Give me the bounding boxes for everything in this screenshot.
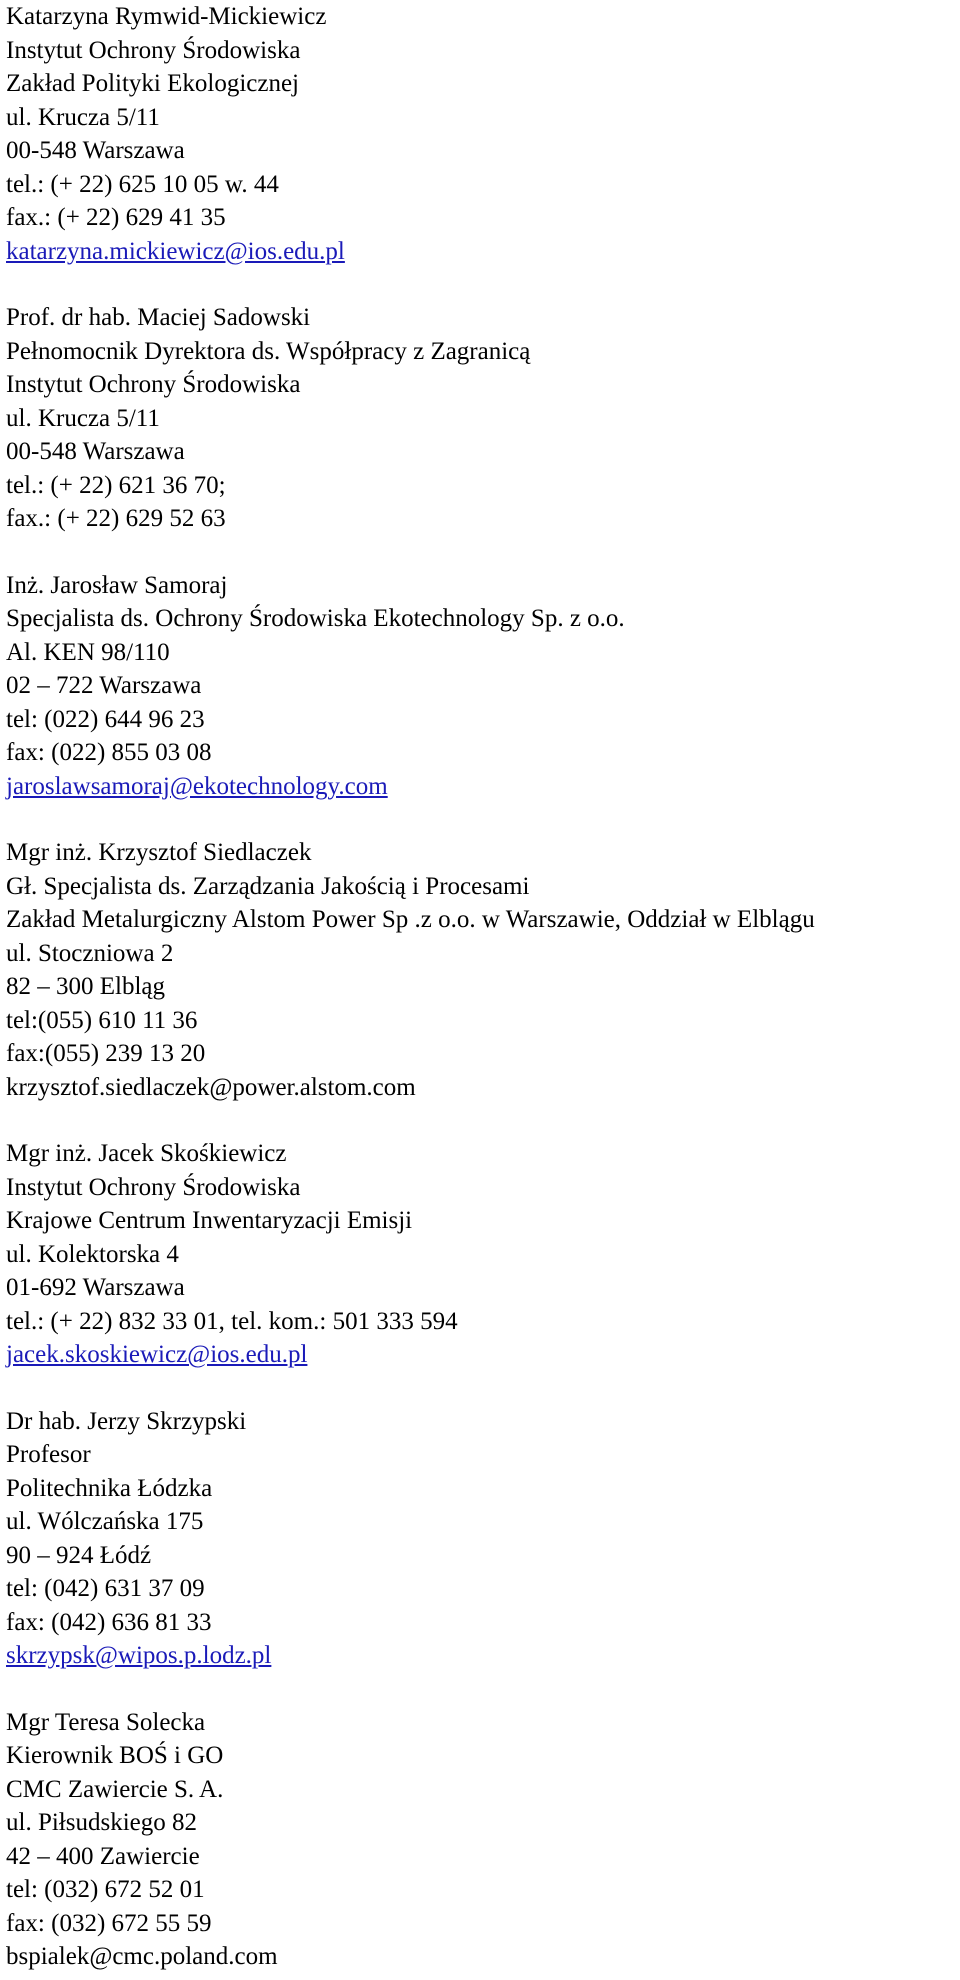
email-link[interactable]: jacek.skoskiewicz@ios.edu.pl xyxy=(6,1341,308,1368)
contact-detail-line: Pełnomocnik Dyrektora ds. Współpracy z Zagranicą xyxy=(6,337,531,365)
contact-block xyxy=(6,1405,960,1673)
contact-detail-line: Politechnika Łódzka xyxy=(6,1474,213,1502)
contact-email-line xyxy=(6,1338,960,1372)
contact-detail-line: Specjalista ds. Ochrony Środowiska Ekotechnology Sp. z o.o. xyxy=(6,605,625,632)
contact-detail-line: 01-692 Warszawa xyxy=(6,1274,185,1301)
contact-email-line xyxy=(6,1639,960,1673)
contact-block xyxy=(6,836,960,1104)
contact-detail-line: Krajowe Centrum Inwentaryzacji Emisji xyxy=(6,1207,413,1234)
contact-detail-line: Al. KEN 98/110 xyxy=(6,638,170,666)
contact-detail-line: tel: (042) 631 37 09 xyxy=(6,1575,205,1602)
contact-name: Katarzyna Rymwid-Mickiewicz xyxy=(6,3,327,30)
contact-block xyxy=(6,1706,960,1974)
email-text: bspialek@cmc.poland.com xyxy=(6,1943,278,1970)
contact-detail-line: ul. Wólczańska 175 xyxy=(6,1508,204,1535)
contact-detail-line: 42 – 400 Zawiercie xyxy=(6,1842,200,1870)
contact-name: Dr hab. Jerzy Skrzypski xyxy=(6,1407,247,1435)
contact-detail-line: Zakład Polityki Ekologicznej xyxy=(6,70,299,97)
contact-detail-line: Zakład Metalurgiczny Alstom Power Sp .z o.o. w Warszawie, Oddział w Elblągu xyxy=(6,906,815,933)
contact-detail-line: fax: (032) 672 55 59 xyxy=(6,1909,212,1937)
contact-detail-line: Profesor xyxy=(6,1441,91,1468)
contact-name: Mgr inż. Krzysztof Siedlaczek xyxy=(6,839,312,866)
contact-detail-line: tel.: (+ 22) 621 36 70; xyxy=(6,471,226,499)
contact-detail-line: fax: (022) 855 03 08 xyxy=(6,739,212,766)
contact-detail-line: ul. Krucza 5/11 xyxy=(6,404,160,432)
contact-detail-line: tel.: (+ 22) 625 10 05 w. 44 xyxy=(6,170,279,198)
contact-detail-line: Instytut Ochrony Środowiska xyxy=(6,371,301,398)
contact-list xyxy=(6,0,960,1974)
contact-detail-line: 00-548 Warszawa xyxy=(6,137,185,164)
contact-block xyxy=(6,0,960,268)
contact-block xyxy=(6,301,960,536)
contact-detail-line: 82 – 300 Elbląg xyxy=(6,973,166,1000)
contact-email-line xyxy=(6,1071,960,1105)
contact-detail-line: Kierownik BOŚ i GO xyxy=(6,1742,224,1769)
contact-detail-line: ul. Krucza 5/11 xyxy=(6,103,160,131)
email-link[interactable]: skrzypsk@wipos.p.lodz.pl xyxy=(6,1642,272,1669)
contact-detail-line: fax: (042) 636 81 33 xyxy=(6,1608,212,1636)
contact-name: Prof. dr hab. Maciej Sadowski xyxy=(6,304,311,331)
contact-email-line xyxy=(6,1940,960,1974)
contact-detail-line: fax.: (+ 22) 629 52 63 xyxy=(6,505,226,532)
contact-email-line xyxy=(6,235,960,269)
contact-name: Inż. Jarosław Samoraj xyxy=(6,571,228,599)
contact-detail-line: ul. Stoczniowa 2 xyxy=(6,939,174,967)
contact-name: Mgr Teresa Solecka xyxy=(6,1708,206,1736)
email-link[interactable]: katarzyna.mickiewicz@ios.edu.pl xyxy=(6,237,345,265)
contact-detail-line: 02 – 722 Warszawa xyxy=(6,672,202,699)
contact-detail-line: ul. Kolektorska 4 xyxy=(6,1240,179,1268)
contact-detail-line: Instytut Ochrony Środowiska xyxy=(6,1173,301,1201)
contact-detail-line: fax.: (+ 22) 629 41 35 xyxy=(6,204,226,231)
contact-detail-line: Instytut Ochrony Środowiska xyxy=(6,36,301,64)
contact-detail-line: tel: (032) 672 52 01 xyxy=(6,1876,205,1903)
contact-block xyxy=(6,569,960,804)
contact-email-line xyxy=(6,770,960,804)
contact-detail-line: tel: (022) 644 96 23 xyxy=(6,705,205,733)
contact-detail-line: Gł. Specjalista ds. Zarządzania Jakością i Procesami xyxy=(6,872,530,900)
contact-block xyxy=(6,1137,960,1372)
contact-detail-line: tel.: (+ 22) 832 33 01, tel. kom.: 501 333 594 xyxy=(6,1307,458,1335)
email-text: krzysztof.siedlaczek@power.alstom.com xyxy=(6,1073,416,1101)
contact-detail-line: fax:(055) 239 13 20 xyxy=(6,1040,206,1067)
contact-detail-line: tel:(055) 610 11 36 xyxy=(6,1006,198,1034)
contact-detail-line: ul. Piłsudskiego 82 xyxy=(6,1809,197,1836)
contact-detail-line: 90 – 924 Łódź xyxy=(6,1541,152,1569)
contact-detail-line: 00-548 Warszawa xyxy=(6,438,185,465)
contact-detail-line: CMC Zawiercie S. A. xyxy=(6,1775,224,1803)
email-link[interactable]: jaroslawsamoraj@ekotechnology.com xyxy=(6,772,388,800)
contact-name: Mgr inż. Jacek Skośkiewicz xyxy=(6,1140,287,1167)
